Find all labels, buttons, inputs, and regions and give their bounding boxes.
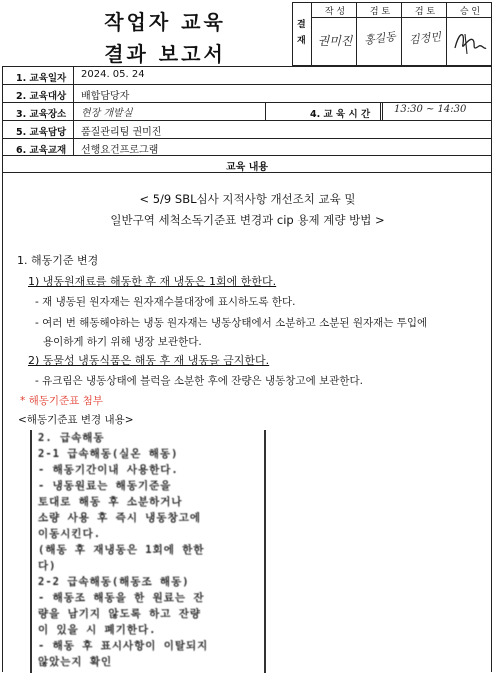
scan-line: 다) [38,560,57,572]
info-label-material: 6. 교육교재 [16,145,67,156]
info-value-place: 현장 개발실 [81,108,133,119]
item-1-bullet-2b: 용이하게 하기 위해 냉장 보관한다. [43,336,202,348]
approval-col-1 [311,2,357,18]
attachment-note: * 해동기준표 첨부 [20,395,103,407]
subject-line-2: 일반구역 세척소독기준표 변경과 cip 용제 계량 방법 > [110,213,385,227]
section-1-heading: 1. 해동기준 변경 [17,254,99,267]
item-2: 2) 동물성 냉동식품은 해동 후 재 냉동을 금지한다. [28,354,270,367]
report-title-line2: 결과 보고서 [104,42,226,66]
info-label-instructor: 5. 교육담당 [16,127,67,138]
approval-col-3-label: 검 토 [414,7,436,17]
approval-col-4-label: 승 인 [459,7,481,17]
scan-line: 토대로 해동 후 소분하거나 [38,496,183,508]
item-2-bullet-1: - 유크림은 냉동상태에 블럭을 소분한 후에 잔량은 냉동창고에 보관한다. [35,375,363,387]
item-1-bullet-1: - 재 냉동된 원자재는 원자재수불대장에 표시하도록 한다. [35,296,296,308]
info-label-place: 3. 교육장소 [16,109,67,120]
scan-line: 이동시킨다. [38,528,102,540]
attachment-caption: <해동기준표 변경 내용> [18,414,134,426]
approval-signature-4 [451,26,489,58]
item-1-bullet-2a: - 여러 번 해동해야하는 냉동 원자재는 냉동상태에서 소분하고 소분된 원자재는 투입에 [35,317,428,329]
approval-sign-2 [356,17,402,66]
subject-line-1: < 5/9 SBL심사 지적사항 개선조치 교육 및 [139,192,356,206]
info-label-target: 2. 교육대상 [16,91,67,102]
scanned-thaw-standard-image [30,430,266,673]
approval-side-cell [292,2,312,66]
content-header: 교육 내용 [225,162,269,173]
approval-signature-1: 권미진 [317,34,353,48]
info-value-time: 13:30 ~ 14:30 [394,104,467,115]
scan-line: 않았는지 확인 [38,656,113,668]
approval-sign-4 [446,17,492,66]
info-value-material: 선행요건프로그램 [81,145,159,156]
info-label-time: 4. 교 육 시 간 [310,109,371,120]
scan-line: 2-2 급속해동(해동조 해동) [38,576,190,588]
scan-line: - 냉동원료는 해동기준을 [38,480,172,492]
scan-line: - 해동기간이내 사용한다. [38,464,179,476]
info-value-target: 배합담당자 [81,91,130,102]
approval-col-3 [401,2,447,18]
approval-col-1-label: 작 성 [324,7,346,17]
approval-col-4 [446,2,492,18]
scan-line: 이 있을 시 폐기한다. [38,624,157,636]
scan-line: 량을 남기지 않도록 하고 잔량 [38,608,202,620]
approval-signature-2: 홍길동 [363,29,397,48]
approval-col-2 [356,2,402,18]
item-1: 1) 냉동원재료를 해동한 후 재 냉동은 1회에 한한다. [28,275,277,288]
scan-line: 소량 사용 후 즉시 냉동창고에 [38,512,202,524]
approval-side-label: 결재 [297,20,306,46]
scan-line: - 해동조 해동을 한 원료는 잔 [38,592,205,604]
approval-signature-3: 김정민 [408,30,442,47]
info-value-date: 2024. 05. 24 [81,69,145,80]
content-header-cell [2,155,492,173]
scan-line: - 해동 후 표시사항이 이탈되지 [38,640,209,652]
info-value-instructor: 품질관리팀 권미진 [81,127,162,138]
approval-sign-1 [311,17,357,66]
info-label-date: 1. 교육일자 [16,73,67,84]
scan-line: 2-1 급속해동(실온 해동) [38,448,179,460]
approval-col-2-label: 검 토 [369,7,391,17]
approval-sign-3 [401,17,447,66]
scan-line: 2. 급속해동 [38,432,105,444]
report-title-line1: 작업자 교육 [104,10,226,34]
scan-line: (해동 후 재냉동은 1회에 한한 [38,544,205,556]
